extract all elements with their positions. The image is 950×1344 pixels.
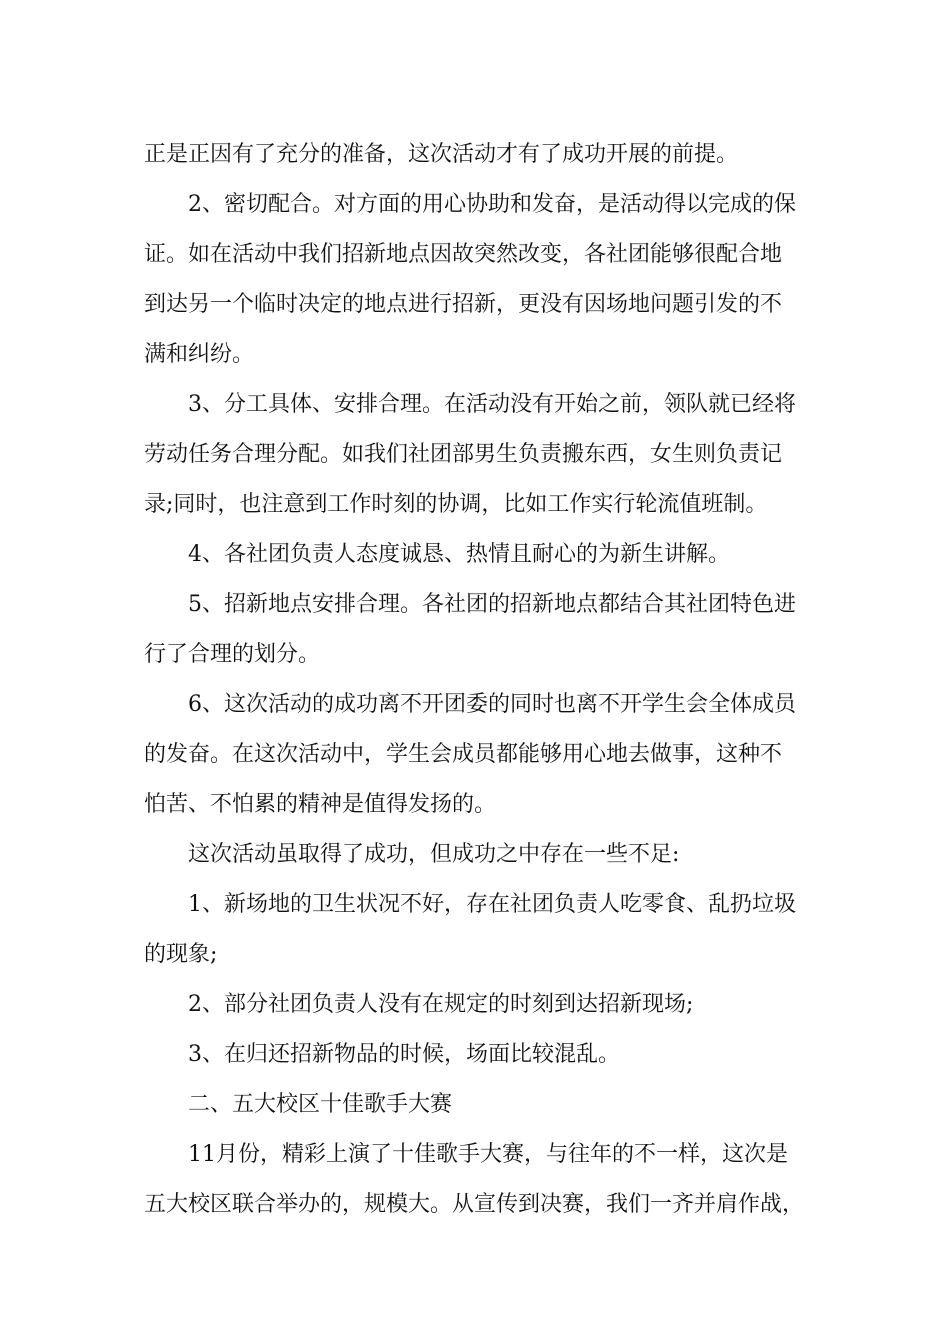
- text-line: 1、新场地的卫生状况不好，存在社团负责人吃零食、乱扔垃圾: [188, 892, 796, 917]
- text-line: 这次活动虽取得了成功，但成功之中存在一些不足:: [188, 842, 680, 867]
- text-line: 6、这次活动的成功离不开团委的同时也离不开学生会全体成员: [188, 692, 796, 717]
- text-line: 劳动任务合理分配。如我们社团部男生负责搬东西，女生则负责记: [144, 442, 783, 467]
- text-line: 怕苦、不怕累的精神是值得发扬的。: [144, 792, 497, 817]
- text-line: 11月份，精彩上演了十佳歌手大赛，与往年的不一样，这次是: [188, 1142, 788, 1167]
- text-line: 3、在归还招新物品的时候，场面比较混乱。: [188, 1042, 620, 1067]
- text-line: 4、各社团负责人态度诚恳、热情且耐心的为新生讲解。: [188, 542, 730, 567]
- text-line: 五大校区联合举办的，规模大。从宣传到决赛，我们一齐并肩作战，: [144, 1192, 805, 1217]
- text-line: 的发奋。在这次活动中，学生会成员都能够用心地去做事，这种不: [144, 742, 783, 767]
- section-heading: 二、五大校区十佳歌手大赛: [188, 1092, 453, 1117]
- text-line: 2、密切配合。对方面的用心协助和发奋，是活动得以完成的保: [188, 192, 796, 217]
- text-line: 的现象;: [144, 942, 218, 967]
- text-line: 行了合理的划分。: [144, 642, 321, 667]
- document-body: [144, 130, 812, 1230]
- text-line: 录;同时，也注意到工作时刻的协调，比如工作实行轮流值班制。: [144, 492, 768, 517]
- text-line: 3、分工具体、安排合理。在活动没有开始之前，领队就已经将: [188, 392, 796, 417]
- text-line: 2、部分社团负责人没有在规定的时刻到达招新现场;: [188, 992, 694, 1017]
- text-line: 5、招新地点安排合理。各社团的招新地点都结合其社团特色进: [188, 592, 796, 617]
- text-line: 证。如在活动中我们招新地点因故突然改变，各社团能够很配合地: [144, 242, 783, 267]
- text-line: 正是正因有了充分的准备，这次活动才有了成功开展的前提。: [144, 142, 739, 167]
- text-line: 到达另一个临时决定的地点进行招新，更没有因场地问题引发的不: [144, 292, 783, 317]
- text-line: 满和纠纷。: [144, 342, 255, 367]
